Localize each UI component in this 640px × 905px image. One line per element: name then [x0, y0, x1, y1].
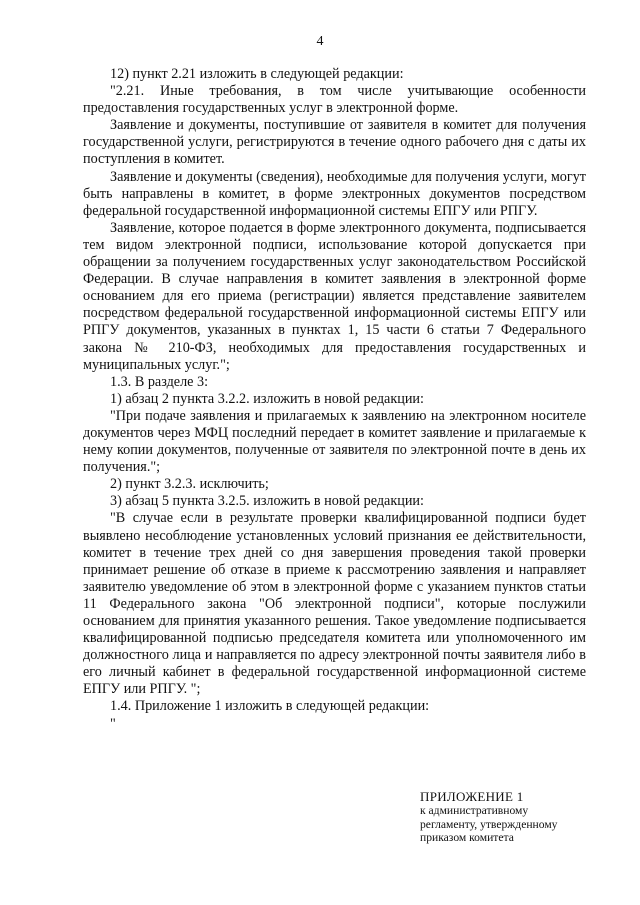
paragraph-item-12-heading: 12) пункт 2.21 изложить в следующей редакции:	[110, 66, 404, 82]
appendix-line-1: к административному	[420, 804, 529, 817]
paragraph-section-1-4: 1.4. Приложение 1 изложить в следующей редакции:	[110, 698, 430, 715]
appendix-title: ПРИЛОЖЕНИЕ 1	[420, 789, 524, 804]
appendix-caption	[420, 789, 590, 845]
paragraph-signature-check: "В случае если в результате проверки квалифицированной подписи будет выявлено несоблюдение установленных условий признания ее действительности, комитет в течение трех дней со дня завершения проведения такой проверки принимает решение об отказе в приеме к рассмотрению заявления и направляет заявителю уведомление об этом в электронной форме с указанием пунктов статьи 11 Федерального закона "Об электронной подписи", которые послужили основанием для принятия указанного решения. Такое уведомление подписывается квалифицированной подписью председателя комитета или уполномоченного им должностного лица и направляется по адресу электронной почты заявителя либо в его личный кабинет в федеральной государственной информационной системе ЕПГУ или РПГУ. ";	[83, 510, 586, 698]
paragraph-electronic-signature: Заявление, которое подается в форме электронного документа, подписывается тем видом электронной подписи, использование которой допускается при обращении за получением государственных услуг законодательством Российской Федерации. В случае направления в комитет заявления в электронной форме основанием для его приема (регистрации) является представление заявителем посредством федеральной государственной информационной системы ЕПГУ или РПГУ документов, указанных в пунктах 1, 15 части 6 статьи 7 Федерального закона № 210-ФЗ, необходимых для предоставления государственных и муниципальных услуг.";	[83, 219, 586, 373]
paragraph-section-1-3: 1.3. В разделе 3:	[110, 373, 209, 390]
paragraph-item-3-heading: 3) абзац 5 пункта 3.2.5. изложить в новой редакции:	[110, 493, 424, 510]
document-body	[83, 66, 586, 733]
paragraph-item-1-heading: 1) абзац 2 пункта 3.2.2. изложить в новой редакции:	[110, 390, 424, 407]
paragraph-registration: Заявление и документы, поступившие от заявителя в комитет для получения государственной услуги, регистрируются в течение одного рабочего дня с даты их поступления в комитет.	[83, 117, 586, 168]
paragraph-item-2: 2) пункт 3.2.3. исключить;	[110, 476, 269, 493]
appendix-line-3: приказом комитета	[420, 831, 514, 845]
paragraph-open-quote: "	[110, 715, 116, 732]
paragraph-electronic-submission: Заявление и документы (сведения), необходимые для получения услуги, могут быть направлены в комитет, в форме электронных документов посредством федеральной государственной информационной системы ЕПГУ или РПГУ.	[83, 168, 586, 219]
paragraph-mfc-submission: "При подаче заявления и прилагаемых к заявлению на электронном носителе документов через МФЦ последний передает в комитет заявление и прилагаемые к нему копии документов, полученные от заявителя по электронной почте в день их получения.";	[83, 407, 586, 476]
appendix-line-2: регламенту, утвержденному	[420, 817, 558, 831]
page-number: 4	[316, 34, 324, 49]
paragraph-2-21-title: "2.21. Иные требования, в том числе учитывающие особенности предоставления государственных услуг в электронной форме.	[83, 83, 586, 117]
